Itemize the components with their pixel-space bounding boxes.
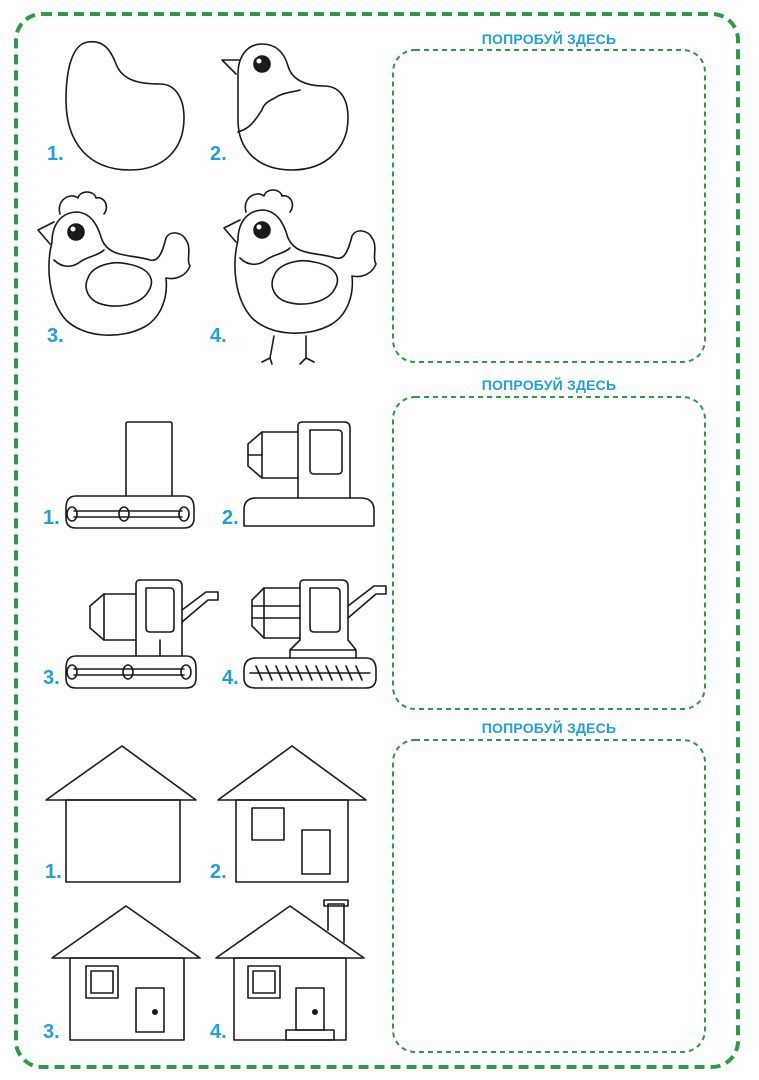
harvester-step-number-1: 1. (43, 507, 60, 529)
house-step-number-1: 1. (45, 861, 62, 883)
hen-step-4-drawing (224, 190, 376, 364)
harvester-step-number-2: 2. (222, 507, 239, 529)
practice-box-hen[interactable] (393, 50, 705, 362)
try-here-label-house: ПОПРОБУЙ ЗДЕСЬ (481, 720, 617, 736)
house-step-3-drawing (52, 906, 200, 1040)
harvester-step-1-drawing (66, 422, 194, 528)
practice-box-harvester[interactable] (393, 397, 705, 709)
try-here-label-hen: ПОПРОБУЙ ЗДЕСЬ (481, 31, 617, 47)
house-step-2-drawing (218, 746, 366, 882)
house-step-1-drawing (46, 746, 196, 882)
harvester-step-2-drawing (244, 422, 374, 526)
hen-step-number-4: 4. (210, 325, 227, 347)
hen-step-number-2: 2. (210, 143, 227, 165)
hen-step-number-3: 3. (47, 325, 64, 347)
try-here-label-harvester: ПОПРОБУЙ ЗДЕСЬ (481, 377, 617, 393)
harvester-step-3-drawing (66, 580, 218, 688)
outer-dashed-frame (16, 14, 738, 1067)
hen-step-3-drawing (38, 192, 190, 335)
hen-step-1-drawing (66, 42, 184, 170)
hen-step-number-1: 1. (47, 143, 64, 165)
practice-box-house[interactable] (393, 740, 705, 1052)
harvester-step-4-drawing (244, 580, 386, 688)
house-step-number-2: 2. (210, 861, 227, 883)
house-step-4-drawing (216, 900, 364, 1040)
hen-step-2-drawing (222, 44, 348, 170)
house-step-number-3: 3. (43, 1021, 60, 1043)
harvester-step-number-4: 4. (222, 667, 239, 689)
harvester-step-number-3: 3. (43, 667, 60, 689)
house-step-number-4: 4. (210, 1021, 227, 1043)
